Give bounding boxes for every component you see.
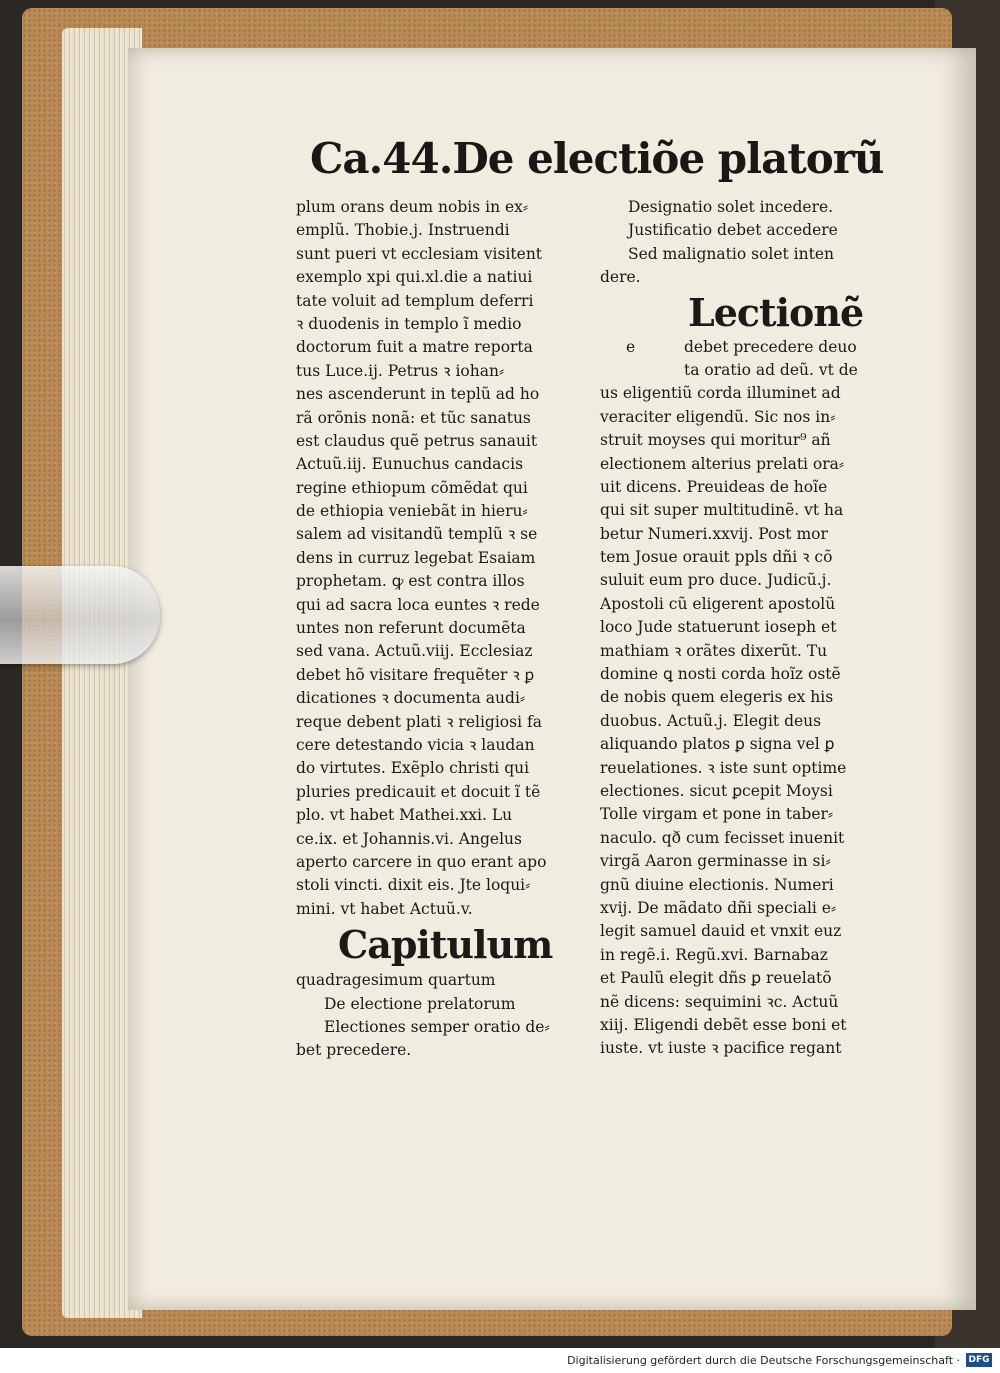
page-header: Ca.44.De electiõe platorũ (310, 134, 884, 183)
dfg-logo: DFG (966, 1353, 992, 1367)
text-line: duobus. Actuũ.j. Elegit deus (600, 711, 822, 730)
funding-credit: Digitalisierung gefördert durch die Deutsche Forschungsgemeinschaft · (567, 1354, 960, 1367)
text-line: virgã Aaron germinasse in si⸗ (600, 852, 831, 871)
text-line: mini. vt habet Actuũ.v. (296, 899, 473, 918)
footer-bar (0, 1348, 1000, 1373)
text-line: Justificatio debet accedere (628, 221, 838, 240)
text-line: De electione prelatorum (324, 994, 516, 1013)
text-line: prophetam. ꝙ est contra illos (296, 572, 525, 591)
text-line: tate voluit ad templum deferri (296, 291, 534, 310)
chapter-heading: Capitulum (338, 922, 553, 968)
left-column (296, 196, 568, 1063)
text-line: xvij. De mãdato dñi speciali e⸗ (600, 898, 837, 917)
text-line: reuelationes. ꝛ iste sunt optime (600, 758, 847, 777)
text-line: quadragesimum quartum (296, 971, 496, 990)
text-line: nẽ dicens: sequimini ꝛc. Actuũ (600, 992, 839, 1011)
text-line: xiij. Eligendi debẽt esse boni et (600, 1015, 847, 1034)
text-line: sed vana. Actuũ.viij. Ecclesiaz (296, 642, 533, 661)
line-text: ta oratio ad deũ. vt de (684, 360, 858, 379)
text-line: struit moyses qui moritur⁹ añ (600, 431, 831, 450)
text-line: us eligentiũ corda illuminet ad (600, 384, 841, 403)
text-line: plo. vt habet Mathei.xxi. Lu (296, 806, 513, 825)
text-line: suluit eum pro duce. Judicũ.j. (600, 571, 832, 590)
line-text: debet precedere deuo (684, 337, 857, 356)
text-line (600, 336, 875, 359)
text-line: aliquando platos ꝑ signa vel ꝑ (600, 735, 835, 754)
right-column-text (600, 382, 875, 1060)
text-line: plum orans deum nobis in ex⸗ (296, 198, 529, 216)
text-line: stoli vincti. dixit eis. Jte loqui⸗ (296, 876, 531, 895)
text-line: in regẽ.i. Regũ.xvi. Barnabaz (600, 945, 828, 964)
text-line: sunt pueri vt ecclesiam visitent (296, 244, 543, 263)
text-line: nes ascenderunt in teplũ ad ho (296, 385, 540, 404)
text-line: electiones. sicut ꝑcepit Moysi (600, 781, 833, 800)
text-line: tus Luce.ij. Petrus ꝛ iohan⸗ (296, 361, 505, 380)
text-line: electionem alterius prelati ora⸗ (600, 454, 845, 473)
text-line: mathiam ꝛ orãtes dixerũt. Tu (600, 641, 828, 660)
text-line: betur Numeri.xxvij. Post mor (600, 524, 828, 543)
text-line: ce.ix. et Johannis.vi. Angelus (296, 829, 522, 848)
section-first-lines (600, 336, 875, 383)
text-line: Apostoli cũ eligerent apostolũ (600, 594, 836, 613)
text-line: loco Jude statuerunt ioseph et (600, 618, 837, 637)
text-line: salem ad visitandũ templũ ꝛ se (296, 525, 538, 544)
text-line: Electiones semper oratio de⸗ (324, 1017, 550, 1036)
text-line: legit samuel dauid et vnxit euz (600, 922, 842, 941)
text-line: est claudus quẽ petrus sanauit (296, 431, 538, 450)
text-line: domine ꝗ nosti corda hoĩz ostẽ (600, 665, 841, 684)
text-line: dere. (600, 268, 641, 287)
text-line: exemplo xpi qui.xl.die a natiui (296, 268, 533, 287)
text-line: aperto carcere in quo erant apo (296, 852, 547, 871)
page-clip (0, 566, 160, 664)
text-line: dens in curruz legebat Esaiam (296, 548, 536, 567)
text-line: cere detestando vicia ꝛ laudan (296, 735, 535, 754)
text-line: doctorum fuit a matre reporta (296, 338, 533, 357)
text-line (600, 359, 875, 382)
guide-letter: e (626, 337, 636, 356)
text-line: pluries predicauit et docuit ĩ tẽ (296, 782, 541, 801)
text-line: emplũ. Thobie.j. Instruendi (296, 221, 510, 240)
text-line: Sed malignatio solet inten (628, 244, 834, 263)
section-heading: Lectionẽ (688, 289, 864, 335)
text-line: regine ethiopum cõmẽdat qui (296, 478, 528, 497)
text-line: Actuũ.iij. Eunuchus candacis (296, 455, 524, 474)
text-line: Tolle virgam et pone in taber⸗ (600, 805, 834, 824)
text-line: iuste. vt iuste ꝛ pacifice regant (600, 1039, 842, 1058)
text-line: qui ad sacra loca euntes ꝛ rede (296, 595, 540, 614)
text-line: gnũ diuine electionis. Numeri (600, 875, 834, 894)
text-line: qui sit super multitudinẽ. vt ha (600, 501, 844, 520)
text-line: dicationes ꝛ documenta audi⸗ (296, 689, 526, 708)
text-line: tem Josue orauit ppls dñi ꝛ cõ (600, 548, 833, 567)
text-line: veraciter eligendũ. Sic nos in⸗ (600, 407, 836, 426)
text-line: reque debent plati ꝛ religiosi fa (296, 712, 542, 731)
text-line: et Paulũ elegit dñs ꝑ reuelatõ (600, 969, 832, 988)
right-column (600, 196, 875, 1061)
text-line: ꝛ duodenis in templo ĩ medio (296, 314, 522, 333)
text-line: debet hõ visitare frequẽter ꝛ ꝑ (296, 665, 535, 684)
text-line: do virtutes. Exẽplo christi qui (296, 759, 530, 778)
right-column-verses (600, 196, 875, 290)
text-line: de ethiopia veniebãt in hieru⸗ (296, 502, 528, 521)
left-column-text (296, 196, 568, 921)
text-line: de nobis quem elegeris ex his (600, 688, 834, 707)
text-line: untes non referunt documẽta (296, 619, 526, 638)
chapter-subheading (296, 969, 568, 1063)
text-line: bet precedere. (296, 1041, 412, 1060)
text-line: uit dicens. Preuideas de hoĩe (600, 477, 828, 496)
text-line: rã orõnis nonã: et tũc sanatus (296, 408, 531, 427)
text-line: Designatio solet incedere. (628, 198, 834, 216)
text-line: naculo. qð cum fecisset inuenit (600, 828, 845, 847)
